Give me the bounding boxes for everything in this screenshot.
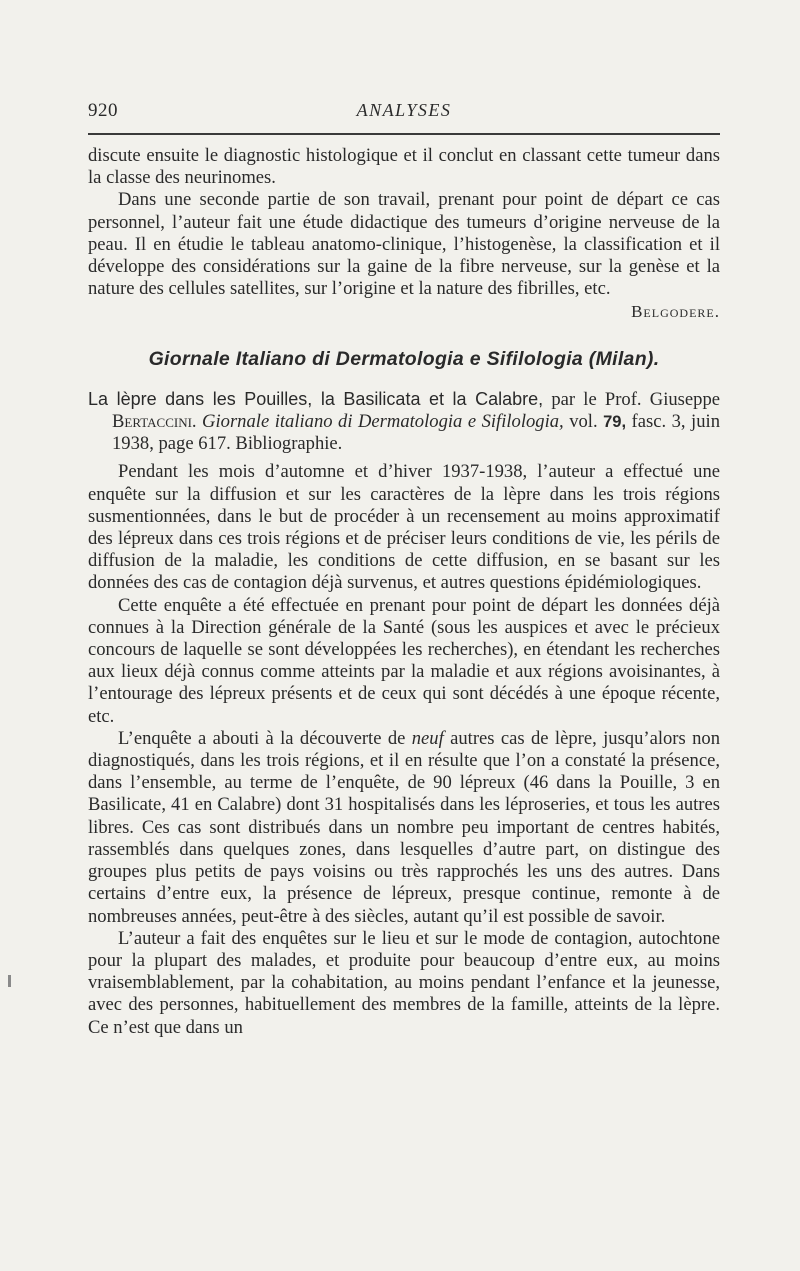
journal-heading: Giornale Italiano di Dermatologia e Sifilologia (Milan).: [148, 347, 660, 370]
author-surname: Bertaccini.: [112, 411, 197, 433]
volume-prefix: vol.: [563, 411, 604, 433]
header-rule: [88, 133, 720, 135]
paragraph: L’auteur a fait des enquêtes sur le lieu et sur le mode de contagion, autochtone pour la plupart des malades, et produite pour beaucoup d’entre eux, au moins vraisemblablement, par la cohabitation, au moins pendant l’enfance et la jeunesse, avec des personnes, habituellement des membres de la famille, atteints de la lèpre. Ce n’est que dans un: [88, 927, 720, 1038]
paragraph-segment: autres cas de lèpre, jusqu’alors non diagnostiqués, dans les trois régions, et il en résulte que l’on a constaté la présence, dans l’ensemble, au terme de l’enquête, de 90 lépreux (46 dans la Pouille, 3 en Basilicate, 41 en Calabre) dont 31 hospitalisés dans les léproseries, et tous les autres libres. Ces cas sont distribués dans un nombre peu important de centres habités, rassemblés dans quelques zones, dans lesquelles d’autre part, on distingue des groupes plus petits de pays voisins ou très rapprochés les uns des autres. Dans certains d’entre eux, la présence de lépreux, presque continue, remonte à de nombreuses années, peut-être à des siècles, autant qu’il est possible de savoir.: [88, 727, 720, 927]
review-signature: Belgodere.: [631, 302, 720, 322]
article-title: La lèpre dans les Pouilles, la Basilicata et la Calabre,: [88, 388, 544, 409]
volume-number: 79,: [603, 413, 627, 432]
paragraph: Cette enquête a été effectuée en prenant pour point de départ les données déjà connues à la Direction générale de la Santé (sous les auspices et avec le précieux concours de laquelle se sont développées les recherches), en étendant les recherches aux lieux déjà connus comme atteints par la maladie et aux régions avoisinantes, à l’entourage des lépreux présents et de ceux qui sont décédés à une époque récente, etc.: [88, 594, 720, 727]
page-header: [88, 100, 720, 126]
margin-mark: [8, 975, 11, 987]
body-text: [88, 145, 720, 1039]
paragraph: discute ensuite le diagnostic histologique et il conclut en classant cette tumeur dans la classe des neurinomes.: [88, 145, 720, 189]
running-title: ANALYSES: [356, 100, 452, 120]
article-reference: [88, 388, 720, 456]
article-by: par le Prof. Giuseppe: [543, 388, 720, 410]
page-number: 920: [88, 100, 118, 121]
journal-name: Giornale italiano di Dermatologia e Sifilologia,: [196, 411, 564, 433]
paragraph: [88, 728, 720, 928]
paragraph: Dans une seconde partie de son travail, prenant pour point de départ ce cas personnel, l’auteur fait une étude didactique des tumeurs d’origine nerveuse de la peau. Il en étudie le tableau anatomo-clinique, l’histogenèse, la classification et il développe des considérations sur la gaine de la fibre nerveuse, sur la genèse et la nature des cellules satellites, sur l’origine et la nature des fibrilles, etc.: [88, 189, 720, 300]
emphasis: neuf: [411, 727, 444, 749]
paragraph: Pendant les mois d’automne et d’hiver 1937-1938, l’auteur a effectué une enquête sur la diffusion et sur les caractères de la lèpre dans les trois régions susmentionnées, dans le but de procéder à un recensement au moins approximatif des lépreux dans ces trois régions et de préciser leurs conditions de vie, les périls de diffusion de la maladie, les conditions de cette diffusion, en se basant sur les données des cas de contagion déjà survenus, et autres questions épidémiologiques.: [88, 461, 720, 594]
paragraph-segment: L’enquête a abouti à la découverte de: [118, 727, 412, 749]
reference-rest: fasc. 3, juin 1938, page 617. Bibliographie.: [112, 411, 720, 455]
